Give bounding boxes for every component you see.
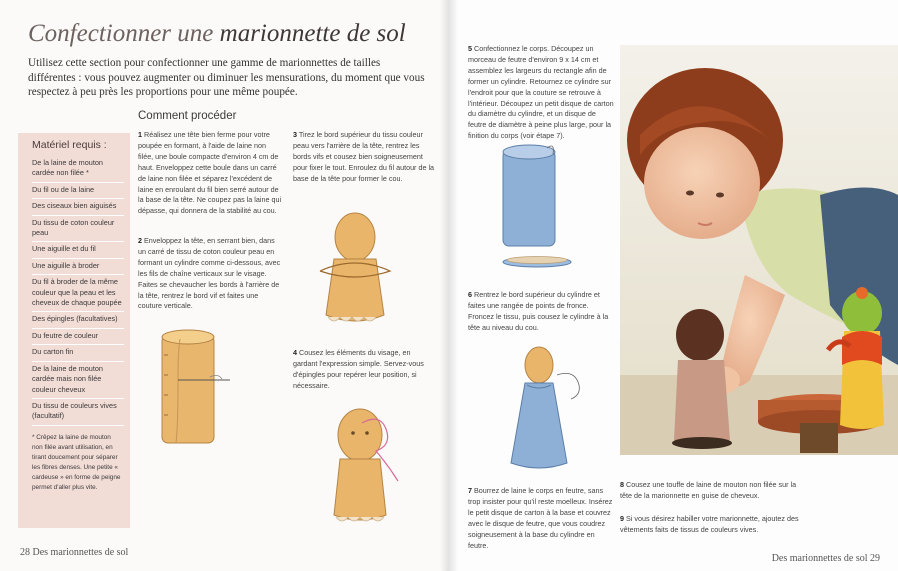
step-number: 9 [620,514,624,523]
step-text: Cousez une touffe de laine de mouton non filée sur la tête de la marionnette en guise de cheveux. [620,480,797,500]
folio-right: Des marionnettes de sol 29 [771,553,880,564]
step-number: 4 [293,348,297,357]
step-text: Tirez le bord supérieur du tissu couleur peau vers l'arrière de la tête, rentrez les bords vifs et cousez bien soigneusement pour fixer le tout. Enroulez du fil autour de la base de la tête pour former le cou. [293,130,435,183]
material-item: Du carton fin [32,345,124,361]
step-8 [620,480,805,502]
material-item: Du fil à broder de la même couleur que la peau et les cheveux de chaque poupée [32,275,124,312]
material-item: Des épingles (facultatives) [32,312,124,328]
step-number: 5 [468,44,472,53]
material-item: Une aiguille et du fil [32,242,124,258]
material-item: Une aiguille à broder [32,259,124,275]
step-7 [468,486,614,551]
material-item: De la laine de mouton cardée non filée * [32,156,124,183]
felt-cylinder-illustration [497,140,607,275]
step-5 [468,44,614,142]
page-title: Confectionner une marionnette de sol [28,20,406,47]
rolled-cylinder-illustration [150,325,240,450]
materials-note: * Crêpez la laine de mouton non filée avant utilisation, en tirant doucement pour séparer les fibres denses. Une petite « cardeuse » en forme de peigne permet d'aller plus vite. [32,433,121,491]
material-item: Du tissu de coton couleur peau [32,216,124,243]
step-2 [138,236,283,312]
intro-paragraph: Utilisez cette section pour confectionner une gamme de marionnettes de tailles différentes : vous pouvez augmenter ou diminuer les mensurations, du moment que vous respectez à peu près les proportions pour une même poupée. [28,57,425,99]
face-embroidery-illustration [318,403,413,533]
step-number: 2 [138,236,142,245]
assembled-puppet-illustration [509,345,599,475]
step-number: 3 [293,130,297,139]
step-number: 8 [620,480,624,489]
step-text: Bourrez de laine le corps en feutre, sans trop insister pour qu'il reste moelleux. Insérez le petit disque de carton à la base et couvrez avec le disque de feutre, que vous coudrez soigneusement à la base du cylindre en feutre. [468,486,613,550]
step-4 [293,348,435,392]
step-text: Enveloppez la tête, en serrant bien, dans un carré de tissu de coton couleur peau en formant un cylindre comme ci-dessous, avec les fils de chaîne verticaux sur le visage. Faites se chevaucher les bords à l'arrière de la tête, rentrez le bord vif et faites une couture verticale. [138,236,281,311]
howto-heading: Comment procéder [138,110,237,122]
step-6 [468,290,614,334]
material-item: Du feutre de couleur [32,329,124,345]
folio-left: 28 Des marionnettes de sol [20,547,129,558]
materials-heading: Matériel requis : [32,139,107,151]
book-gutter-shadow [440,0,458,571]
material-item: Du fil ou de la laine [32,183,124,199]
material-item: Du tissu de couleurs vives (facultatif) [32,399,124,426]
step-number: 7 [468,486,472,495]
step-text: Si vous désirez habiller votre marionnette, ajoutez des vêtements faits de tissus de couleurs vives. [620,514,799,534]
material-item: De la laine de mouton cardée mais non filée couleur cheveux [32,362,124,399]
step-number: 6 [468,290,472,299]
step-9 [620,514,805,536]
step-text: Réalisez une tête bien ferme pour votre poupée en formant, à l'aide de laine non filée, une boule compacte d'environ 4 cm de haut. Enveloppez cette boule dans un carré de laine non filée et séparez l'excédent de laine en enroulant du fil bien serré autour de la base de la tête. Ne coupez pas la laine qui dépasse, qui donnera de la stabilité au cou. [138,130,282,216]
step-text: Confectionnez le corps. Découpez un morceau de feutre d'environ 9 x 14 cm et assemblez les largeurs du rectangle afin de former un cylindre. Retournez ce cylindre sur l'endroit pour que la couture se retrouve à l'intérieur. Découpez un petit disque de carton du diamètre du cylindre, et un disque de feutre de diamètre à peine plus large, pour la finition du corps (voir étape 7). [468,44,614,141]
step-number: 1 [138,130,142,139]
step-text: Rentrez le bord supérieur du cylindre et faites une rangée de points de fronce. Froncez le tissu, puis cousez le cylindre à la tête au niveau du cou. [468,290,609,332]
child-playing-photo [620,45,898,455]
materials-box [18,133,130,528]
step-3 [293,130,435,185]
materials-list [18,156,130,426]
material-item: Des ciseaux bien aiguisés [32,199,124,215]
wrapped-head-illustration [310,205,400,335]
step-1 [138,130,283,217]
step-text: Cousez les éléments du visage, en gardant l'expression simple. Servez-vous d'épingles pour repérer leur position, si nécessaire. [293,348,424,390]
